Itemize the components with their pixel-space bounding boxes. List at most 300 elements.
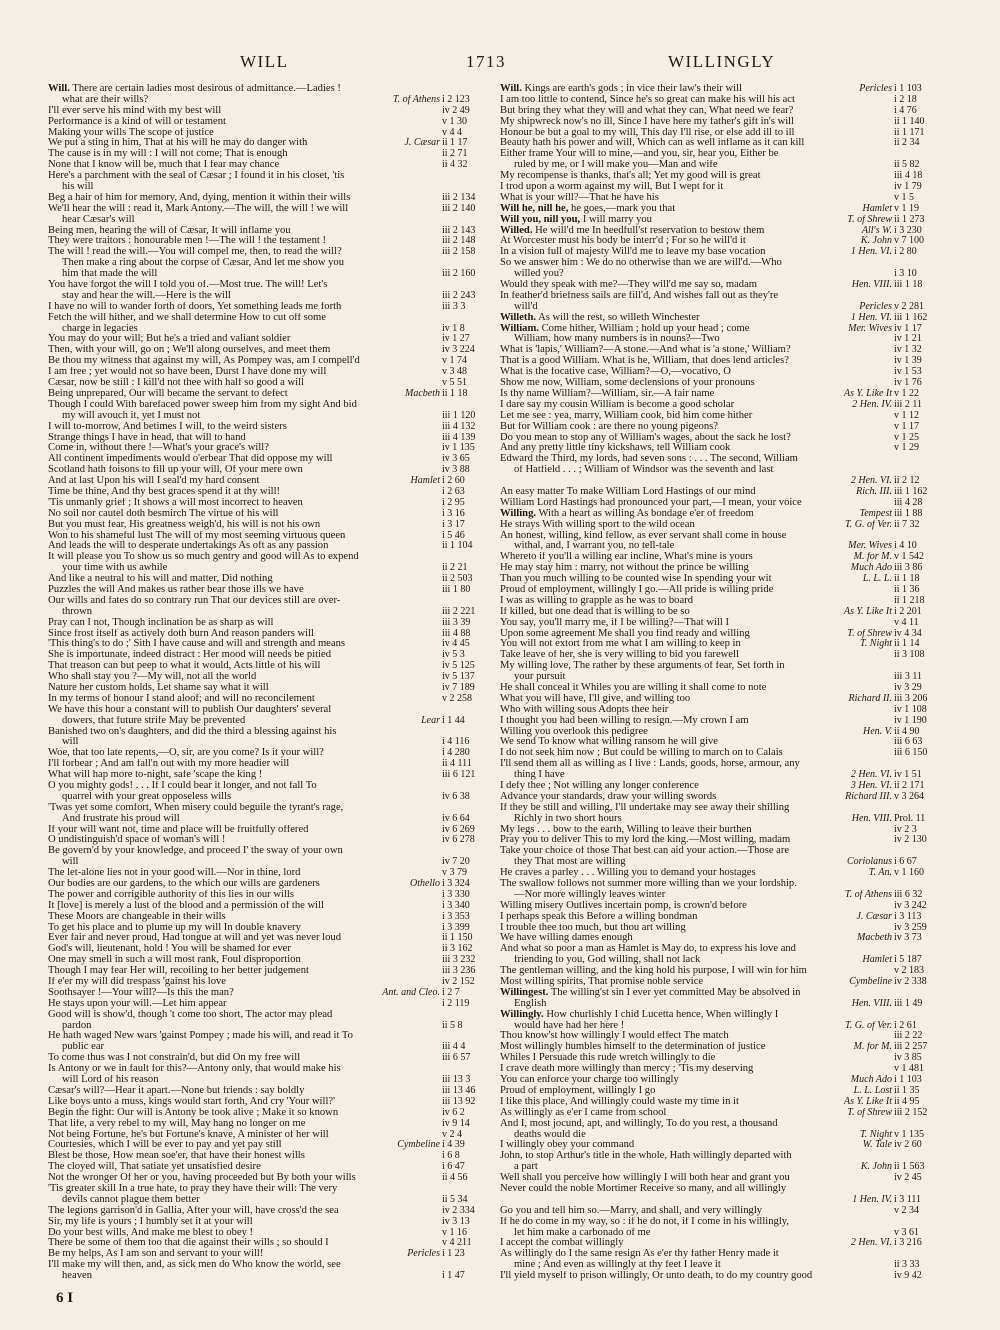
- quotation-body: Come in, without there !—What's your grace's will?: [48, 443, 269, 454]
- quotation-text: [500, 247, 765, 258]
- quotation-text: [48, 825, 308, 836]
- quotation-body: I do not seek him now ; But could be willing to march on to Calais: [500, 748, 783, 759]
- concordance-line: [500, 607, 942, 618]
- quotation-body: The power and corrigible authority of this lies in our wills: [48, 889, 294, 900]
- concordance-line: [500, 476, 942, 487]
- play-abbreviation: As Y. Like It: [844, 1096, 892, 1107]
- act-scene-line-reference: ii 5 8: [442, 1020, 463, 1031]
- concordance-line: [500, 1119, 942, 1130]
- act-scene-line-reference: iii 13 92: [442, 1096, 476, 1107]
- act-scene-line-reference: ii 2 503: [442, 574, 473, 585]
- concordance-line: [500, 955, 942, 966]
- act-scene-line-reference: iii 3 11: [894, 672, 922, 683]
- concordance-line: [500, 1217, 942, 1228]
- quotation-body: We send To know what willing ransom he will give: [500, 737, 718, 748]
- concordance-line: [500, 694, 942, 705]
- quotation-body: An honest, willing, kind fellow, as ever servant shall come in house: [500, 530, 787, 541]
- quotation-body: He craves a parley . . . Willing you to demand your hostages: [500, 868, 756, 879]
- quotation-body: Beg a hair of him for memory, And, dying, mention it within their wills: [48, 192, 351, 203]
- quotation-text: [500, 1064, 753, 1075]
- concordance-line: [500, 236, 942, 247]
- concordance-line: [500, 1151, 942, 1162]
- act-scene-line-reference: ii 1 171: [894, 127, 925, 138]
- quotation-body: Is thy name William?—William, sir.—A fair name: [500, 388, 715, 399]
- quotation-text: [514, 814, 622, 825]
- concordance-line: [500, 247, 942, 258]
- act-scene-line-reference: iv 2 49: [442, 105, 470, 116]
- quotation-body: Since frost itself as actively doth burn And reason panders will: [48, 628, 314, 639]
- concordance-line: [500, 988, 942, 999]
- quotation-text: [48, 988, 234, 999]
- quotation-body: Richly in two short hours: [514, 813, 622, 824]
- quotation-body: devils cannot plague them better: [62, 1194, 200, 1205]
- concordance-line: [48, 574, 490, 585]
- concordance-line: [48, 857, 490, 868]
- quotation-text: [500, 607, 690, 618]
- quotation-text: [48, 1260, 341, 1271]
- play-abbreviation: J. Cæsar: [856, 911, 892, 922]
- quotation-text: [500, 803, 789, 814]
- concordance-line: [48, 552, 490, 563]
- concordance-line: [48, 672, 490, 683]
- concordance-line: [48, 106, 490, 117]
- quotation-body: To come thus was I not constrain'd, but did On my free will: [48, 1053, 301, 1064]
- quotation-body: If e'er my will did trespass 'gainst his love: [48, 977, 226, 988]
- act-scene-line-reference: iv 2 130: [894, 835, 927, 846]
- quotation-text: [500, 1184, 786, 1195]
- act-scene-line-reference: ii 1 36: [894, 584, 920, 595]
- quotation-body: mine ; And even as willingly at thy feet I leave it: [514, 1260, 721, 1271]
- concordance-line: [48, 1064, 490, 1075]
- act-scene-line-reference: iv 5 3: [442, 650, 465, 661]
- quotation-text: [62, 814, 180, 825]
- act-scene-line-reference: i 2 80: [894, 247, 917, 258]
- concordance-line: [500, 966, 942, 977]
- act-scene-line-reference: ii 1 14: [894, 639, 920, 650]
- concordance-line: [500, 324, 942, 335]
- quotation-text: [48, 629, 314, 640]
- quotation-text: [48, 465, 303, 476]
- quotation-body: Well shall you perceive how willingly I will both hear and grant you: [500, 1173, 790, 1184]
- quotation-body: All continent impediments would o'erbear That did oppose my will: [48, 454, 333, 465]
- quotation-text: [62, 258, 344, 269]
- act-scene-line-reference: iii 1 88: [894, 508, 923, 519]
- play-abbreviation: Hen. VIII.: [851, 813, 892, 824]
- concordance-line: [48, 389, 490, 400]
- quotation-text: [500, 596, 693, 607]
- quotation-text: [48, 1140, 282, 1151]
- quotation-text: [500, 1217, 789, 1228]
- quotation-text: [500, 1151, 792, 1162]
- act-scene-line-reference: ii 1 17: [442, 138, 468, 149]
- quotation-body: will: [62, 857, 79, 868]
- concordance-line: [500, 999, 942, 1010]
- quotation-body: I will to-morrow, And betimes I will, to the weird sisters: [48, 421, 287, 432]
- quotation-text: [48, 901, 324, 912]
- quotation-text: [48, 770, 262, 781]
- concordance-line: [48, 890, 490, 901]
- quotation-body: his will: [62, 182, 94, 193]
- concordance-line: [48, 138, 490, 149]
- concordance-line: [500, 716, 942, 727]
- act-scene-line-reference: iii 1 120: [442, 410, 476, 421]
- concordance-line: [48, 607, 490, 618]
- quotation-text: [500, 618, 729, 629]
- concordance-line: [48, 944, 490, 955]
- act-scene-line-reference: iii 13 3: [442, 1075, 471, 1086]
- quotation-text: [48, 356, 360, 367]
- act-scene-line-reference: iii 2 11: [894, 399, 922, 410]
- play-abbreviation: All's W.: [861, 225, 892, 236]
- quotation-body: Nature her custom holds, Let shame say what it will: [48, 682, 269, 693]
- concordance-line: [500, 879, 942, 890]
- quotation-body: Begin the fight: Our will is Antony be took alive ; Make it so known: [48, 1107, 339, 1118]
- concordance-line: [48, 1195, 490, 1206]
- quotation-text: [500, 226, 764, 237]
- act-scene-line-reference: i 1 103: [894, 1075, 922, 1086]
- concordance-line: [48, 1271, 490, 1282]
- act-scene-line-reference: iii 2 158: [442, 247, 476, 258]
- quotation-text: [514, 334, 720, 345]
- play-abbreviation: As Y. Like It: [844, 606, 892, 617]
- quotation-body: So we answer him : We do no otherwise than we are will'd.—Who: [500, 258, 782, 269]
- quotation-body: Be my helps, As I am son and servant to your will!: [48, 1249, 264, 1260]
- act-scene-line-reference: iv 3 65: [442, 454, 470, 465]
- act-scene-line-reference: iii 3 232: [442, 955, 476, 966]
- act-scene-line-reference: v 1 542: [894, 552, 924, 563]
- quotation-body: Do you mean to stop any of William's wages, about the sack he lost?: [500, 432, 791, 443]
- act-scene-line-reference: ii 1 150: [442, 933, 473, 944]
- act-scene-line-reference: v 1 160: [894, 868, 924, 879]
- play-abbreviation: 2 Hen. VI.: [850, 1238, 892, 1249]
- quotation-text: [500, 846, 789, 857]
- act-scene-line-reference: i 6 8: [442, 1151, 460, 1162]
- act-scene-line-reference: v 1 19: [894, 203, 919, 214]
- act-scene-line-reference: iv 1 76: [894, 378, 922, 389]
- act-scene-line-reference: v 4 4: [442, 127, 462, 138]
- quotation-text: [62, 607, 92, 618]
- act-scene-line-reference: i 2 63: [442, 486, 465, 497]
- play-abbreviation: 2 Hen. VI.: [850, 770, 892, 781]
- quotation-text: [48, 236, 326, 247]
- act-scene-line-reference: iv 7 20: [442, 857, 470, 868]
- quotation-text: [500, 748, 783, 759]
- play-abbreviation: Much Ado: [850, 563, 892, 574]
- concordance-line: [48, 923, 490, 934]
- act-scene-line-reference: v 1 16: [442, 1227, 467, 1238]
- act-scene-line-reference: iv 1 53: [894, 367, 922, 378]
- quotation-text: [48, 748, 324, 759]
- quotation-text: [514, 269, 564, 280]
- quotation-body: What is 'lapis,' William?—A stone.—And what is 'a stone,' William?: [500, 345, 791, 356]
- concordance-line: [48, 1010, 490, 1021]
- quotation-text: [500, 737, 718, 748]
- act-scene-line-reference: v 2 4: [442, 1129, 462, 1140]
- concordance-line: [500, 661, 942, 672]
- quotation-text: [48, 955, 301, 966]
- act-scene-line-reference: v 3 61: [894, 1227, 919, 1238]
- concordance-line: [48, 618, 490, 629]
- quotation-text: [514, 541, 674, 552]
- play-abbreviation: 2 Hen. VI.: [850, 476, 892, 487]
- quotation-body: Thou know'st how willingly I would effect The match: [500, 1031, 729, 1042]
- act-scene-line-reference: iii 2 140: [442, 203, 476, 214]
- play-abbreviation: 2 Hen. IV.: [852, 399, 892, 410]
- quotation-text: [48, 1108, 338, 1119]
- quotation-body: And like a neutral to his will and matter, Did nothing: [48, 574, 273, 585]
- act-scene-line-reference: i 1 47: [442, 1271, 465, 1282]
- concordance-line: [48, 1260, 490, 1271]
- play-abbreviation: Pericles: [859, 301, 892, 312]
- play-abbreviation: M. for M.: [853, 1042, 892, 1053]
- quotation-body: hear Cæsar's will: [62, 214, 135, 225]
- quotation-text: [62, 1021, 91, 1032]
- quotation-body: I'll forbear ; And am fall'n out with my more headier will: [48, 759, 290, 770]
- act-scene-line-reference: v 4 11: [894, 617, 919, 628]
- concordance-line: [48, 1097, 490, 1108]
- quotation-body: We have this hour a constant will to publish Our daughters' several: [48, 704, 332, 715]
- concordance-line: [500, 748, 942, 759]
- quotation-text: [500, 694, 690, 705]
- act-scene-line-reference: v 1 25: [894, 432, 919, 443]
- act-scene-line-reference: iv 4 45: [442, 639, 470, 650]
- concordance-line: [48, 705, 490, 716]
- concordance-line: [500, 1031, 942, 1042]
- quotation-text: [500, 1271, 812, 1282]
- quotation-text: [500, 509, 754, 520]
- concordance-line: [48, 1217, 490, 1228]
- quotation-body: And at last Upon his will I seal'd my hard consent: [48, 476, 260, 487]
- quotation-body: Making your wills The scope of justice: [48, 127, 214, 138]
- quotation-body: Advance your standards, draw your willing swords: [500, 791, 717, 802]
- act-scene-line-reference: iv 2 338: [894, 977, 927, 988]
- act-scene-line-reference: i 3 10: [894, 269, 917, 280]
- quotation-body: Not the wronger Of her or you, having proceeded but By both your wills: [48, 1173, 356, 1184]
- concordance-line: [500, 814, 942, 825]
- quotation-text: [62, 182, 94, 193]
- act-scene-line-reference: i 3 113: [894, 911, 922, 922]
- play-abbreviation: Pericles: [859, 84, 892, 94]
- concordance-line: [48, 1184, 490, 1195]
- play-abbreviation: K. John: [860, 236, 892, 247]
- act-scene-line-reference: iv 3 85: [894, 1053, 922, 1064]
- quotation-text: [48, 193, 350, 204]
- quotation-text: [48, 650, 331, 661]
- quotation-body: Banished two on's daughters, and did the third a blessing against his: [48, 726, 337, 737]
- quotation-body: Performance is a kind of will or testament: [48, 116, 226, 127]
- quotation-body: He may stay him : marry, not without the prince be willing: [500, 563, 749, 574]
- quotation-body: That is a good William. What is he, William, that does lend articles?: [500, 356, 789, 367]
- act-scene-line-reference: iii 13 46: [442, 1085, 476, 1096]
- act-scene-line-reference: v 1 30: [442, 116, 467, 127]
- quotation-body: Good will is show'd, though 't come too short, The actor may plead: [48, 1009, 333, 1020]
- concordance-line: [500, 171, 942, 182]
- act-scene-line-reference: iv 1 79: [894, 182, 922, 193]
- concordance-line: [500, 138, 942, 149]
- quotation-body: Be thou my witness that against my will, As Pompey was, am I compell'd: [48, 356, 360, 367]
- quotation-text: [62, 269, 157, 280]
- quotation-text: [48, 759, 289, 770]
- quotation-text: [48, 944, 291, 955]
- quotation-body: Ever fair and never proud, Had tongue at will and yet was never loud: [48, 933, 341, 944]
- quotation-body: Would they speak with me?—They will'd me say so, madam: [500, 280, 758, 291]
- concordance-line: [500, 944, 942, 955]
- concordance-line: [500, 1184, 942, 1195]
- concordance-line: [48, 1119, 490, 1130]
- quotation-body: Proud of employment, willingly I go.—All pride is willing pride: [500, 584, 774, 595]
- quotation-text: [500, 1010, 778, 1021]
- quotation-text: [514, 1260, 721, 1271]
- act-scene-line-reference: iv 9 14: [442, 1118, 470, 1129]
- play-abbreviation: Hamlet: [410, 476, 440, 487]
- act-scene-line-reference: v 1 135: [894, 1129, 924, 1140]
- quotation-body: You have forgot the will I told you of.—Most true. The will! Let's: [48, 280, 328, 291]
- play-abbreviation: K. John: [860, 1162, 892, 1173]
- quotation-body: What is your will?—That he have his: [500, 192, 659, 203]
- quotation-text: [500, 498, 802, 509]
- quotation-text: [500, 1249, 779, 1260]
- concordance-line: [48, 454, 490, 465]
- concordance-line: [500, 345, 942, 356]
- play-abbreviation: T. of Shrew: [847, 1107, 892, 1118]
- quotation-text: [500, 639, 741, 650]
- quotation-text: [500, 835, 790, 846]
- act-scene-line-reference: v 2 183: [894, 966, 924, 977]
- act-scene-line-reference: i 3 353: [442, 911, 470, 922]
- quotation-text: [48, 912, 226, 923]
- quotation-body: My willing love, The rather by these arguments of fear, Set forth in: [500, 661, 785, 672]
- concordance-line: [500, 509, 942, 520]
- quotation-text: [48, 389, 288, 400]
- concordance-line: [48, 1086, 490, 1097]
- quotation-body: Come hither, William ; hold up your head ; come: [538, 323, 750, 334]
- quotation-text: [48, 128, 214, 139]
- concordance-line: [48, 694, 490, 705]
- concordance-line: [48, 661, 490, 672]
- concordance-line: [48, 215, 490, 226]
- quotation-body: We have willing dames enough: [500, 933, 633, 944]
- play-abbreviation: Ant. and Cleo.: [382, 987, 440, 998]
- quotation-body: Though I could With barefaced power sweep him from my sight And bid: [48, 399, 357, 410]
- concordance-line: [48, 759, 490, 770]
- act-scene-line-reference: iv 1 32: [894, 345, 922, 356]
- quotation-text: [500, 204, 675, 215]
- act-scene-line-reference: iii 2 134: [442, 192, 476, 203]
- quotation-body: O undistinguish'd space of woman's will !: [48, 835, 226, 846]
- quotation-body: The legions garrison'd in Gallia, After your will, have cross'd the sea: [48, 1205, 339, 1216]
- act-scene-line-reference: ii 7 32: [894, 519, 920, 530]
- quotation-body: I perhaps speak this Before a willing bondman: [500, 911, 698, 922]
- act-scene-line-reference: iii 6 63: [894, 737, 923, 748]
- concordance-line: [500, 1173, 942, 1184]
- quotation-text: [500, 585, 773, 596]
- quotation-text: [514, 999, 546, 1010]
- quotation-text: [500, 825, 752, 836]
- concordance-line: [48, 596, 490, 607]
- concordance-line: [48, 182, 490, 193]
- quotation-text: [62, 1271, 92, 1282]
- concordance-line: [500, 302, 942, 313]
- quotation-body: One may smell in such a will most rank, Foul disproportion: [48, 955, 301, 966]
- act-scene-line-reference: v 1 12: [894, 410, 919, 421]
- quotation-body: I trouble thee too much, but thou art willing: [500, 922, 686, 933]
- quotation-body: Let me see : yea, marry, William cook, bid him come hither: [500, 410, 753, 421]
- quotation-text: [500, 629, 750, 640]
- act-scene-line-reference: iv 4 34: [894, 628, 922, 639]
- concordance-line: [500, 1021, 942, 1032]
- quotation-text: [48, 1064, 341, 1075]
- quotation-text: [500, 128, 794, 139]
- quotation-text: [62, 792, 231, 803]
- concordance-line: [500, 1162, 942, 1173]
- quotation-body: Strange things I have in head, that will to hand: [48, 432, 246, 443]
- quotation-body: Though I may fear Her will, recoiling to her better judgement: [48, 966, 309, 977]
- act-scene-line-reference: iii 3 206: [894, 693, 928, 704]
- quotation-body: The cause is in my will : I will not come; That is enough: [48, 149, 288, 160]
- concordance-line: [48, 280, 490, 291]
- act-scene-line-reference: i 3 399: [442, 922, 470, 933]
- act-scene-line-reference: ii 5 34: [442, 1194, 468, 1205]
- concordance-line: [500, 280, 942, 291]
- quotation-body: Sir, my life is yours ; I humbly set it at your will: [48, 1216, 253, 1227]
- concordance-line: [500, 846, 942, 857]
- quotation-text: [48, 204, 348, 215]
- act-scene-line-reference: ii 2 21: [442, 563, 468, 574]
- quotation-body: What you will have, I'll give, and willing too: [500, 693, 691, 704]
- quotation-text: [48, 280, 327, 291]
- quotation-text: [48, 345, 330, 356]
- quotation-text: [500, 171, 761, 182]
- concordance-line: [500, 531, 942, 542]
- quotation-body: I am free ; yet would not so have been, Durst I have done my will: [48, 367, 327, 378]
- quotation-body: English: [514, 998, 547, 1009]
- act-scene-line-reference: iv 7 189: [442, 682, 475, 693]
- act-scene-line-reference: Prol. 11: [894, 813, 926, 824]
- concordance-line: [500, 912, 942, 923]
- act-scene-line-reference: ii 1 35: [894, 1085, 920, 1096]
- quotation-body: Then, with your will, go on ; We'll along ourselves, and meet them: [48, 345, 331, 356]
- concordance-line: [48, 1042, 490, 1053]
- concordance-line: [500, 269, 942, 280]
- play-abbreviation: 1 Hen. VI.: [850, 312, 892, 323]
- concordance-line: [500, 291, 942, 302]
- quotation-text: [500, 661, 785, 672]
- concordance-line: [48, 1228, 490, 1239]
- quotation-text: [48, 476, 259, 487]
- act-scene-line-reference: v 1 481: [894, 1064, 924, 1075]
- quotation-text: [48, 378, 304, 389]
- quotation-body: Be govern'd by your knowledge, and proceed I' the sway of your own: [48, 846, 343, 857]
- act-scene-line-reference: iii 4 139: [442, 432, 476, 443]
- concordance-line: [48, 933, 490, 944]
- quotation-text: [48, 509, 278, 520]
- play-abbreviation: M. for M.: [853, 552, 892, 563]
- concordance-line: [500, 433, 942, 444]
- quotation-text: [48, 879, 320, 890]
- quotation-body: If he do come in my way, so : if he do not, if I come in his willingly,: [500, 1216, 790, 1227]
- quotation-text: [48, 149, 288, 160]
- act-scene-line-reference: iv 1 27: [442, 334, 470, 345]
- quotation-text: [48, 781, 317, 792]
- concordance-line: [48, 639, 490, 650]
- quotation-body: Woe, that too late repents,—O, sir, are you come? Is it your will?: [48, 748, 324, 759]
- quotation-body: 'This thing's to do ;' Sith I have cause and will and strength and means: [48, 639, 346, 650]
- quotation-text: [48, 226, 291, 237]
- concordance-line: [48, 1053, 490, 1064]
- quotation-body: These Moors are changeable in their wills: [48, 911, 226, 922]
- act-scene-line-reference: iv 2 152: [442, 977, 475, 988]
- concordance-line: [500, 574, 942, 585]
